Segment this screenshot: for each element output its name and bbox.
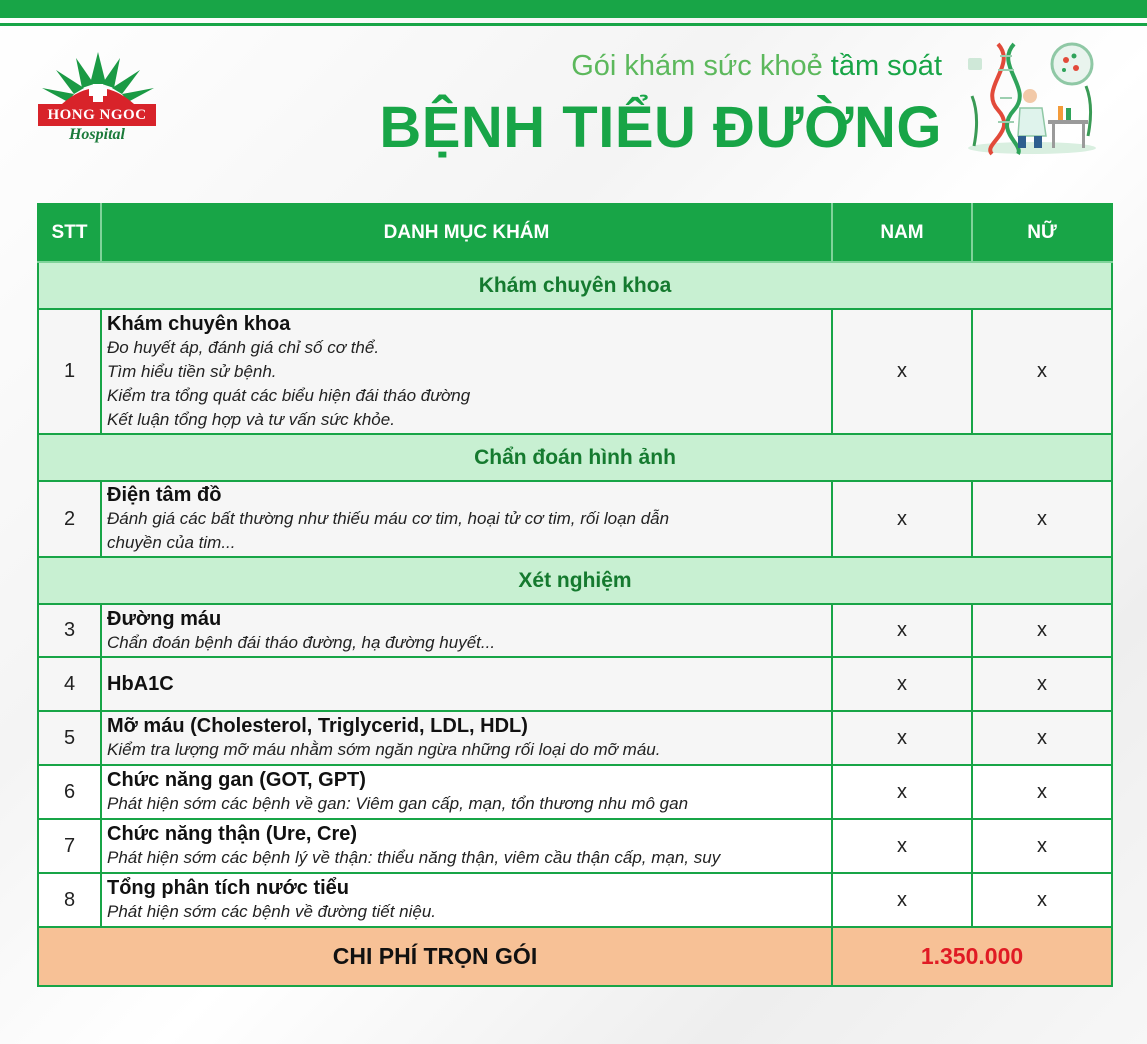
item-name: Chức năng thận (Ure, Cre) xyxy=(107,823,358,845)
male-mark: x xyxy=(832,819,972,873)
row-item xyxy=(101,309,832,434)
row-item xyxy=(101,481,832,557)
male-mark: x xyxy=(832,309,972,434)
logo-subtitle: Hospital xyxy=(68,126,125,143)
item-desc: chuyền của tim... xyxy=(107,533,236,552)
row-number: 6 xyxy=(38,765,101,819)
female-mark: x xyxy=(972,657,1112,711)
female-mark: x xyxy=(972,819,1112,873)
female-mark: x xyxy=(972,604,1112,657)
item-name: Đường máu xyxy=(107,607,222,630)
item-name: Mỡ máu (Cholesterol, Triglycerid, LDL, HDL) xyxy=(107,715,528,737)
male-mark: x xyxy=(832,604,972,657)
row-item xyxy=(101,711,832,765)
row-number: 4 xyxy=(38,657,101,711)
table-row xyxy=(38,765,1112,819)
package-subtitle xyxy=(571,50,942,83)
total-row xyxy=(38,927,1112,986)
logo-name: HONG NGOC xyxy=(38,104,156,126)
row-item xyxy=(101,604,832,657)
item-desc: Tìm hiểu tiền sử bệnh. xyxy=(107,361,277,381)
item-name: Chức năng gan (GOT, GPT) xyxy=(107,769,366,791)
female-mark: x xyxy=(972,309,1112,434)
male-mark: x xyxy=(832,481,972,557)
row-item xyxy=(101,819,832,873)
male-mark: x xyxy=(832,657,972,711)
column-header-item: DANH MỤC KHÁM xyxy=(101,204,832,262)
female-mark: x xyxy=(972,481,1112,557)
item-desc: Chẩn đoán bệnh đái tháo đường, hạ đường huyết... xyxy=(107,632,496,652)
item-desc: Phát hiện sớm các bệnh lý về thận: thiểu năng thận, viêm cầu thận cấp, mạn, suy xyxy=(107,848,721,867)
top-green-line xyxy=(0,23,1147,26)
item-desc: Kiểm tra tổng quát các biểu hiện đái tháo đường xyxy=(107,385,471,405)
row-number: 3 xyxy=(38,604,101,657)
row-number: 7 xyxy=(38,819,101,873)
total-label: CHI PHÍ TRỌN GÓI xyxy=(38,927,832,986)
top-green-bar xyxy=(0,0,1147,18)
total-price: 1.350.000 xyxy=(832,927,1112,986)
row-item xyxy=(101,765,832,819)
male-mark: x xyxy=(832,765,972,819)
column-header-male: NAM xyxy=(832,204,972,262)
table-row xyxy=(38,657,1112,711)
female-mark: x xyxy=(972,873,1112,927)
table-row xyxy=(38,873,1112,927)
male-mark: x xyxy=(832,873,972,927)
table-row xyxy=(38,481,1112,557)
subtitle-part2: tầm soát xyxy=(830,50,942,82)
item-desc: Phát hiện sớm các bệnh về gan: Viêm gan cấp, mạn, tổn thương nhu mô gan xyxy=(107,794,689,813)
female-mark: x xyxy=(972,711,1112,765)
item-desc: Kết luận tổng hợp và tư vấn sức khỏe. xyxy=(107,409,395,429)
item-desc: Kiểm tra lượng mỡ máu nhằm sớm ngăn ngừa những rối loại do mỡ máu. xyxy=(107,740,661,759)
row-number: 5 xyxy=(38,711,101,765)
section-title: Chẩn đoán hình ảnh xyxy=(38,434,1112,481)
item-desc: Đánh giá các bất thường như thiếu máu cơ tim, hoại tử cơ tim, rối loạn dẫn xyxy=(107,509,670,528)
section-title: Khám chuyên khoa xyxy=(38,262,1112,309)
item-name: Khám chuyên khoa xyxy=(107,312,291,335)
table-row xyxy=(38,309,1112,434)
male-mark: x xyxy=(832,711,972,765)
row-number: 2 xyxy=(38,481,101,557)
item-desc: Đo huyết áp, đánh giá chỉ số cơ thể. xyxy=(107,337,380,357)
row-number: 8 xyxy=(38,873,101,927)
page-title: BỆNH TIỂU ĐƯỜNG xyxy=(379,95,942,160)
section-title: Xét nghiệm xyxy=(38,557,1112,604)
item-desc: Phát hiện sớm các bệnh về đường tiết niệu. xyxy=(107,902,437,921)
row-item xyxy=(101,873,832,927)
item-name: Tổng phân tích nước tiểu xyxy=(107,877,350,899)
table-row xyxy=(38,604,1112,657)
section-row xyxy=(38,262,1112,309)
table-header-row xyxy=(38,204,1112,262)
item-name: Điện tâm đồ xyxy=(107,484,222,506)
subtitle-part1: Gói khám sức khoẻ xyxy=(571,50,831,82)
section-row xyxy=(38,434,1112,481)
row-item xyxy=(101,657,832,711)
column-header-stt: STT xyxy=(38,204,101,262)
female-mark: x xyxy=(972,765,1112,819)
row-number: 1 xyxy=(38,309,101,434)
item-name: HbA1C xyxy=(107,673,174,695)
table-row xyxy=(38,711,1112,765)
column-header-female: NỮ xyxy=(972,204,1112,262)
section-row xyxy=(38,557,1112,604)
table-row xyxy=(38,819,1112,873)
exam-table xyxy=(37,203,1113,987)
lab-illustration-icon xyxy=(962,36,1102,160)
